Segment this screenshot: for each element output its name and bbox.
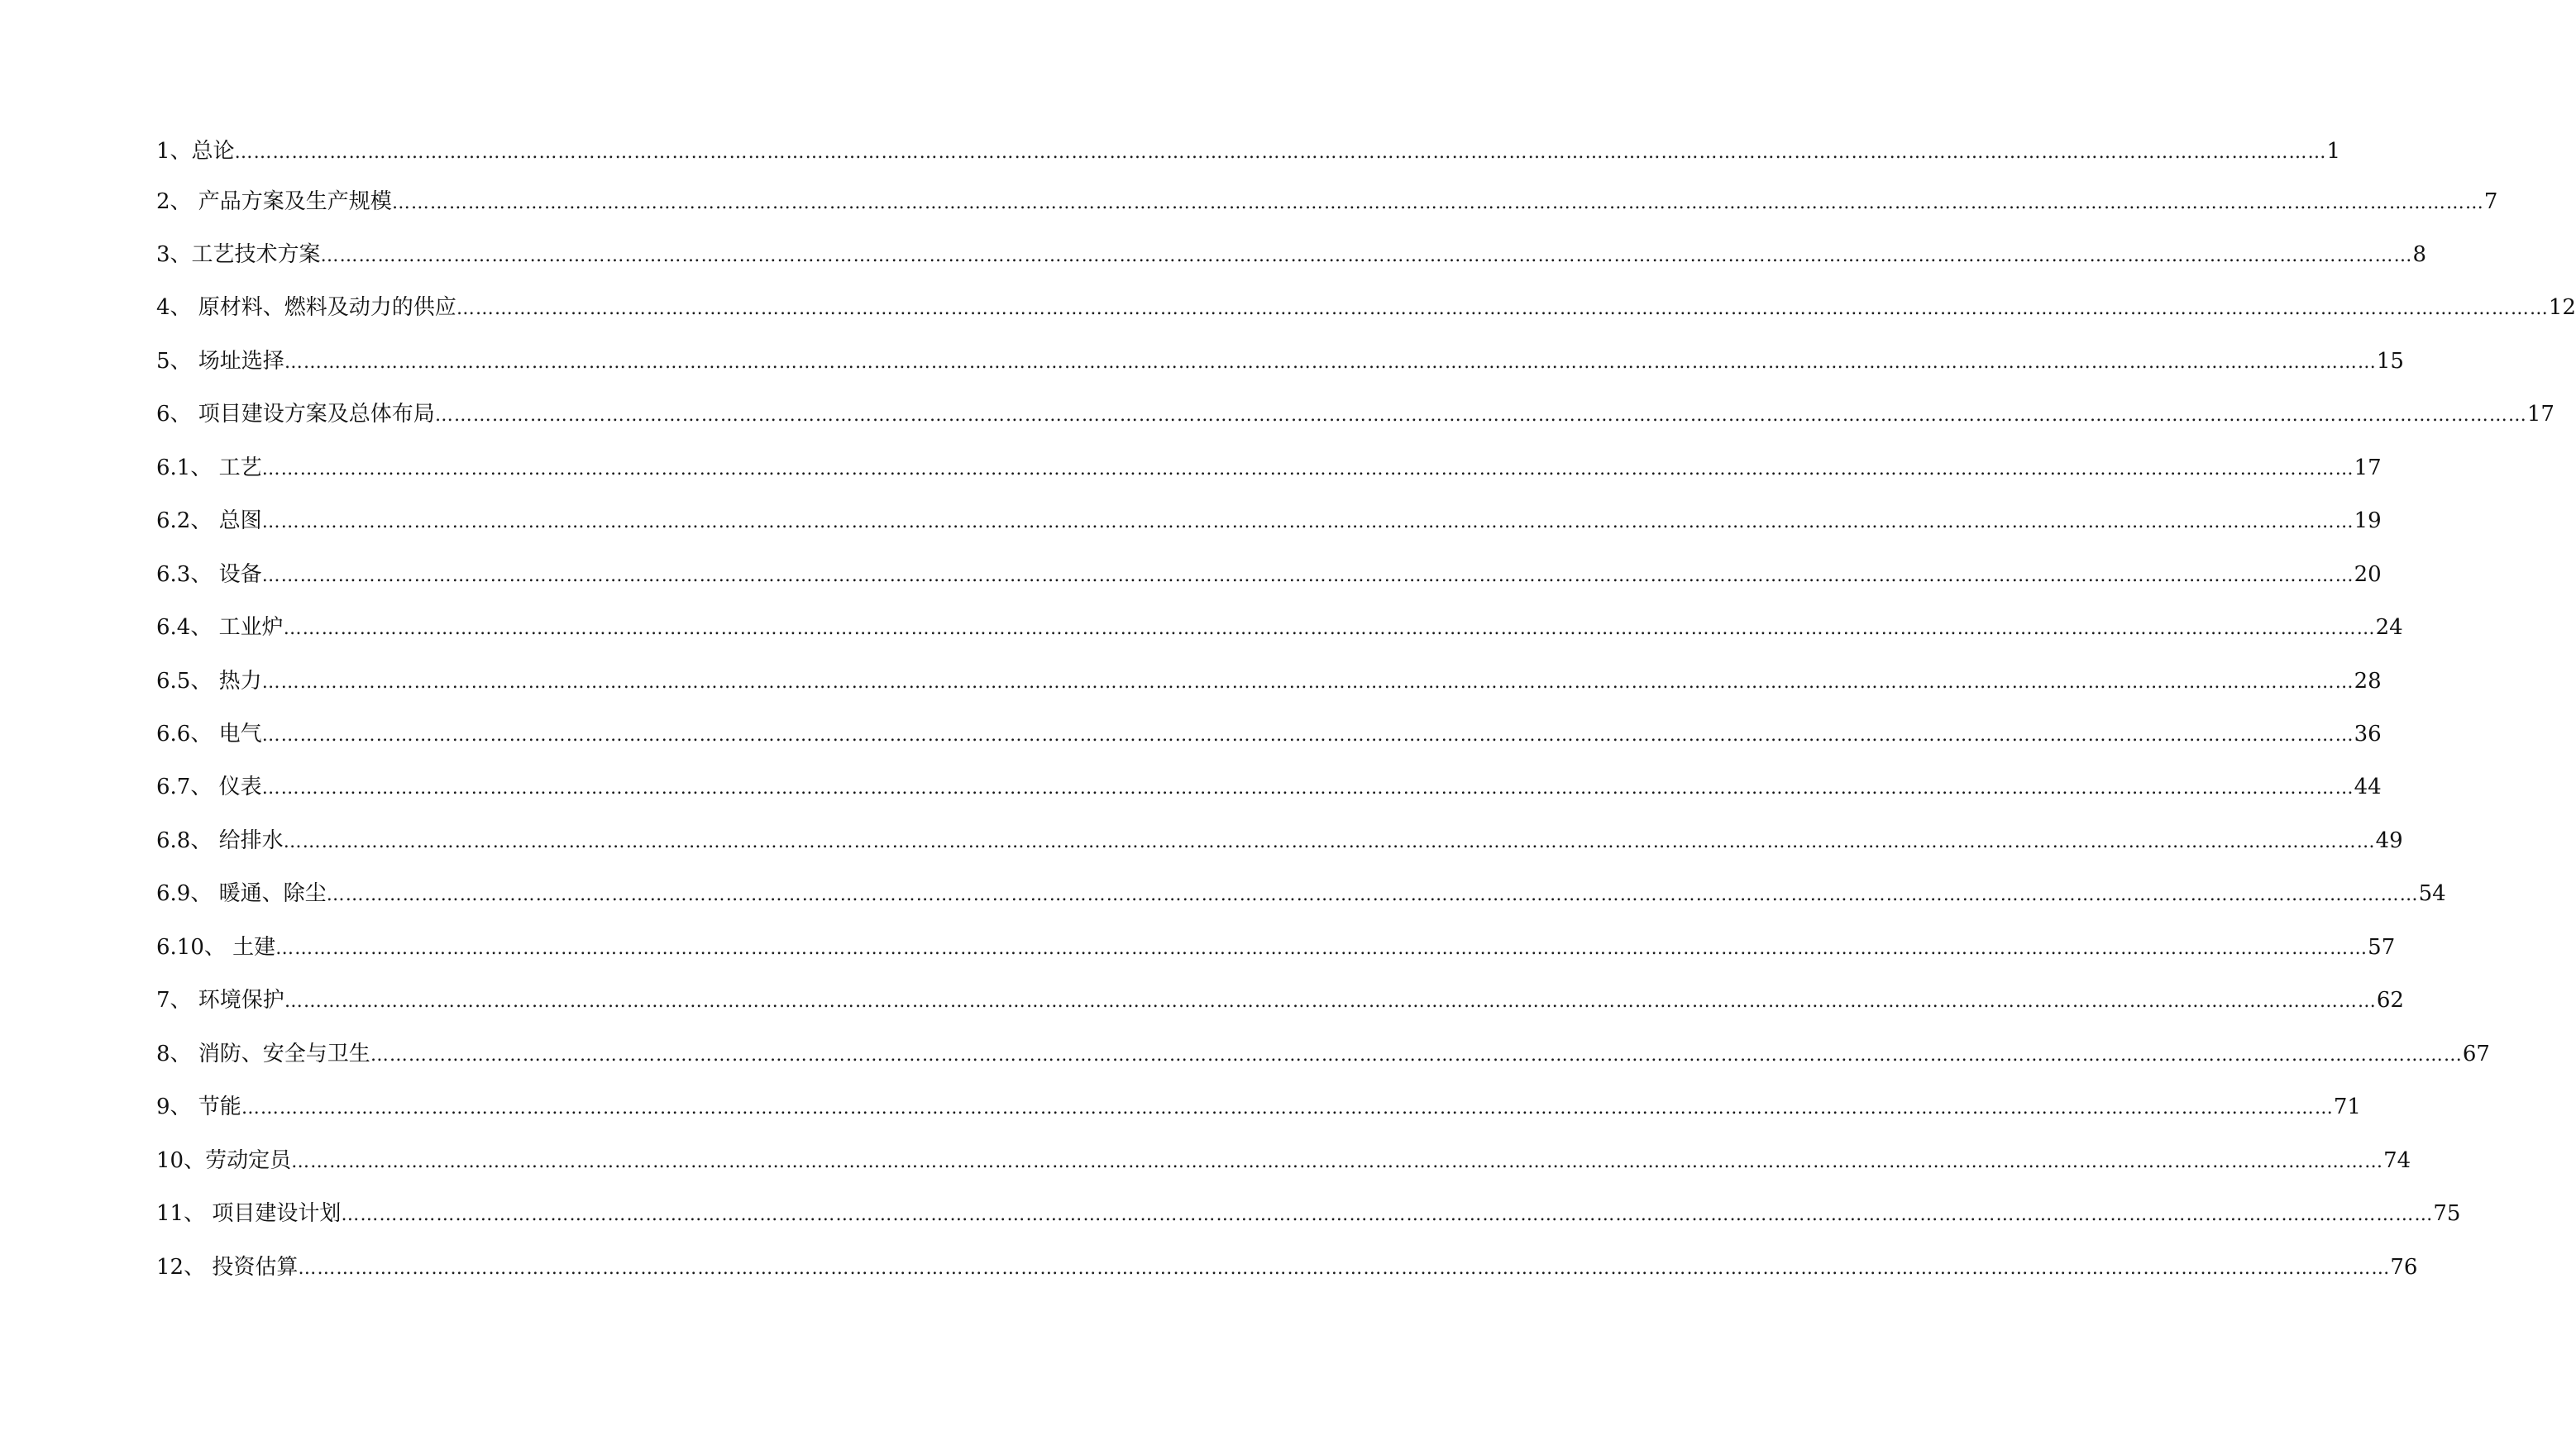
toc-page-number: 36: [2354, 722, 2382, 746]
toc-entry-10[interactable]: [156, 1144, 2411, 1177]
toc-entry-title: 6.5、 热力: [156, 669, 262, 694]
toc-entry-6-1[interactable]: [156, 451, 2382, 484]
toc-dot-leader: ……………………………………………………………………………………………………………………………………………………………………………………………………………………………………………………………………………………………………: [261, 565, 2354, 586]
toc-dot-leader: ……………………………………………………………………………………………………………………………………………………………………………………………………………………………………………………………………………………………………: [370, 1045, 2463, 1066]
toc-page-number: 54: [2418, 881, 2446, 906]
toc-entry-title: 6.9、 暖通、除尘: [156, 881, 327, 906]
toc-dot-leader: ……………………………………………………………………………………………………………………………………………………………………………………………………………………………………………………………………………………………………: [291, 1152, 2384, 1172]
toc-entry-title: 5、 场址选择: [156, 349, 284, 374]
toc-dot-leader: ……………………………………………………………………………………………………………………………………………………………………………………………………………………………………………………………………………………………………: [284, 991, 2377, 1012]
toc-page-number: 74: [2383, 1148, 2411, 1173]
toc-entry-title: 6.7、 仪表: [156, 775, 262, 799]
toc-entry-title: 7、 环境保护: [156, 988, 284, 1013]
toc-page-number: 19: [2354, 508, 2382, 533]
toc-entry-title: 11、 项目建设计划: [156, 1201, 342, 1226]
toc-dot-leader: ……………………………………………………………………………………………………………………………………………………………………………………………………………………………………………………………………………………………………: [456, 298, 2549, 319]
toc-entry-3[interactable]: [156, 238, 2427, 271]
toc-entry-9[interactable]: [156, 1090, 2361, 1123]
toc-dot-leader: ……………………………………………………………………………………………………………………………………………………………………………………………………………………………………………………………………………………………………: [283, 618, 2376, 639]
toc-entry-5[interactable]: [156, 345, 2404, 378]
toc-page-number: 20: [2354, 562, 2382, 587]
toc-dot-leader: ……………………………………………………………………………………………………………………………………………………………………………………………………………………………………………………………………………………………………: [320, 246, 2413, 266]
toc-entry-4[interactable]: [156, 291, 2576, 324]
toc-dot-leader: ……………………………………………………………………………………………………………………………………………………………………………………………………………………………………………………………………………………………………: [234, 142, 2327, 163]
toc-entry-6-10[interactable]: [156, 931, 2396, 964]
toc-entry-2[interactable]: [156, 185, 2498, 218]
toc-entry-title: 1、总论: [156, 139, 235, 164]
toc-entry-12[interactable]: [156, 1251, 2418, 1284]
toc-page-number: 7: [2483, 189, 2498, 214]
toc-entry-8[interactable]: [156, 1037, 2490, 1071]
toc-dot-leader: ……………………………………………………………………………………………………………………………………………………………………………………………………………………………………………………………………………………………………: [275, 938, 2368, 959]
toc-entry-title: 6.2、 总图: [156, 508, 262, 533]
toc-dot-leader: ……………………………………………………………………………………………………………………………………………………………………………………………………………………………………………………………………………………………………: [261, 512, 2354, 532]
toc-page-number: 76: [2390, 1255, 2418, 1280]
toc-entry-title: 10、劳动定员: [156, 1148, 292, 1173]
toc-entry-title: 6.3、 设备: [156, 562, 262, 587]
toc-entry-6[interactable]: [156, 398, 2554, 431]
toc-dot-leader: ……………………………………………………………………………………………………………………………………………………………………………………………………………………………………………………………………………………………………: [283, 832, 2376, 852]
toc-dot-leader: ……………………………………………………………………………………………………………………………………………………………………………………………………………………………………………………………………………………………………: [284, 352, 2377, 373]
toc-entry-title: 8、 消防、安全与卫生: [156, 1042, 370, 1066]
toc-entry-7[interactable]: [156, 984, 2404, 1017]
toc-page-number: 15: [2376, 349, 2404, 374]
toc-entry-6-4[interactable]: [156, 611, 2403, 644]
toc-page-number: 49: [2375, 828, 2403, 853]
toc-dot-leader: ……………………………………………………………………………………………………………………………………………………………………………………………………………………………………………………………………………………………………: [261, 459, 2354, 479]
toc-dot-leader: ……………………………………………………………………………………………………………………………………………………………………………………………………………………………………………………………………………………………………: [434, 405, 2527, 426]
toc-page-number: 17: [2354, 456, 2382, 480]
toc-entry-title: 3、工艺技术方案: [156, 242, 321, 267]
toc-entry-title: 6.4、 工业炉: [156, 615, 284, 640]
toc-entry-6-8[interactable]: [156, 824, 2403, 857]
toc-page-number: 62: [2376, 988, 2404, 1013]
toc-page-number: 8: [2412, 242, 2427, 267]
toc-page-number: 57: [2368, 935, 2396, 960]
toc-entry-title: 6.1、 工艺: [156, 456, 262, 480]
toc-entry-6-5[interactable]: [156, 665, 2382, 698]
toc-page-number: 75: [2433, 1201, 2461, 1226]
toc-entry-title: 6.10、 土建: [156, 935, 276, 960]
toc-dot-leader: ……………………………………………………………………………………………………………………………………………………………………………………………………………………………………………………………………………………………………: [341, 1204, 2434, 1225]
toc-entry-title: 4、 原材料、燃料及动力的供应: [156, 295, 456, 320]
toc-entry-6-6[interactable]: [156, 718, 2382, 751]
toc-page-number: 17: [2526, 402, 2554, 427]
toc-entry-title: 6.8、 给排水: [156, 828, 284, 853]
toc-dot-leader: ……………………………………………………………………………………………………………………………………………………………………………………………………………………………………………………………………………………………………: [261, 725, 2354, 746]
toc-dot-leader: ……………………………………………………………………………………………………………………………………………………………………………………………………………………………………………………………………………………………………: [261, 672, 2354, 693]
toc-entry-11[interactable]: [156, 1197, 2461, 1230]
toc-entry-title: 2、 产品方案及生产规模: [156, 189, 392, 214]
toc-dot-leader: ……………………………………………………………………………………………………………………………………………………………………………………………………………………………………………………………………………………………………: [241, 1098, 2334, 1119]
toc-entry-title: 12、 投资估算: [156, 1255, 299, 1280]
toc-entry-1[interactable]: [156, 135, 2341, 168]
toc-entry-title: 6、 项目建设方案及总体布局: [156, 402, 435, 427]
toc-entry-6-7[interactable]: [156, 770, 2382, 804]
toc-page-number: 44: [2354, 775, 2382, 799]
toc-page-number: 71: [2333, 1095, 2361, 1119]
toc-page-number: 28: [2354, 669, 2382, 694]
toc-page-number: 24: [2375, 615, 2403, 640]
toc-page-number: 1: [2326, 139, 2341, 164]
toc-entry-6-3[interactable]: [156, 558, 2382, 591]
toc-dot-leader: ……………………………………………………………………………………………………………………………………………………………………………………………………………………………………………………………………………………………………: [326, 885, 2419, 905]
toc-page-number: 67: [2462, 1042, 2490, 1066]
toc-entry-6-9[interactable]: [156, 877, 2446, 910]
toc-entry-title: 6.6、 电气: [156, 722, 262, 746]
toc-entry-6-2[interactable]: [156, 504, 2382, 537]
toc-page-number: 12: [2548, 295, 2576, 320]
toc-dot-leader: ……………………………………………………………………………………………………………………………………………………………………………………………………………………………………………………………………………………………………: [298, 1258, 2391, 1279]
toc-dot-leader: ……………………………………………………………………………………………………………………………………………………………………………………………………………………………………………………………………………………………………: [391, 193, 2484, 213]
toc-dot-leader: ……………………………………………………………………………………………………………………………………………………………………………………………………………………………………………………………………………………………………: [261, 778, 2354, 799]
toc-entry-title: 9、 节能: [156, 1095, 241, 1119]
